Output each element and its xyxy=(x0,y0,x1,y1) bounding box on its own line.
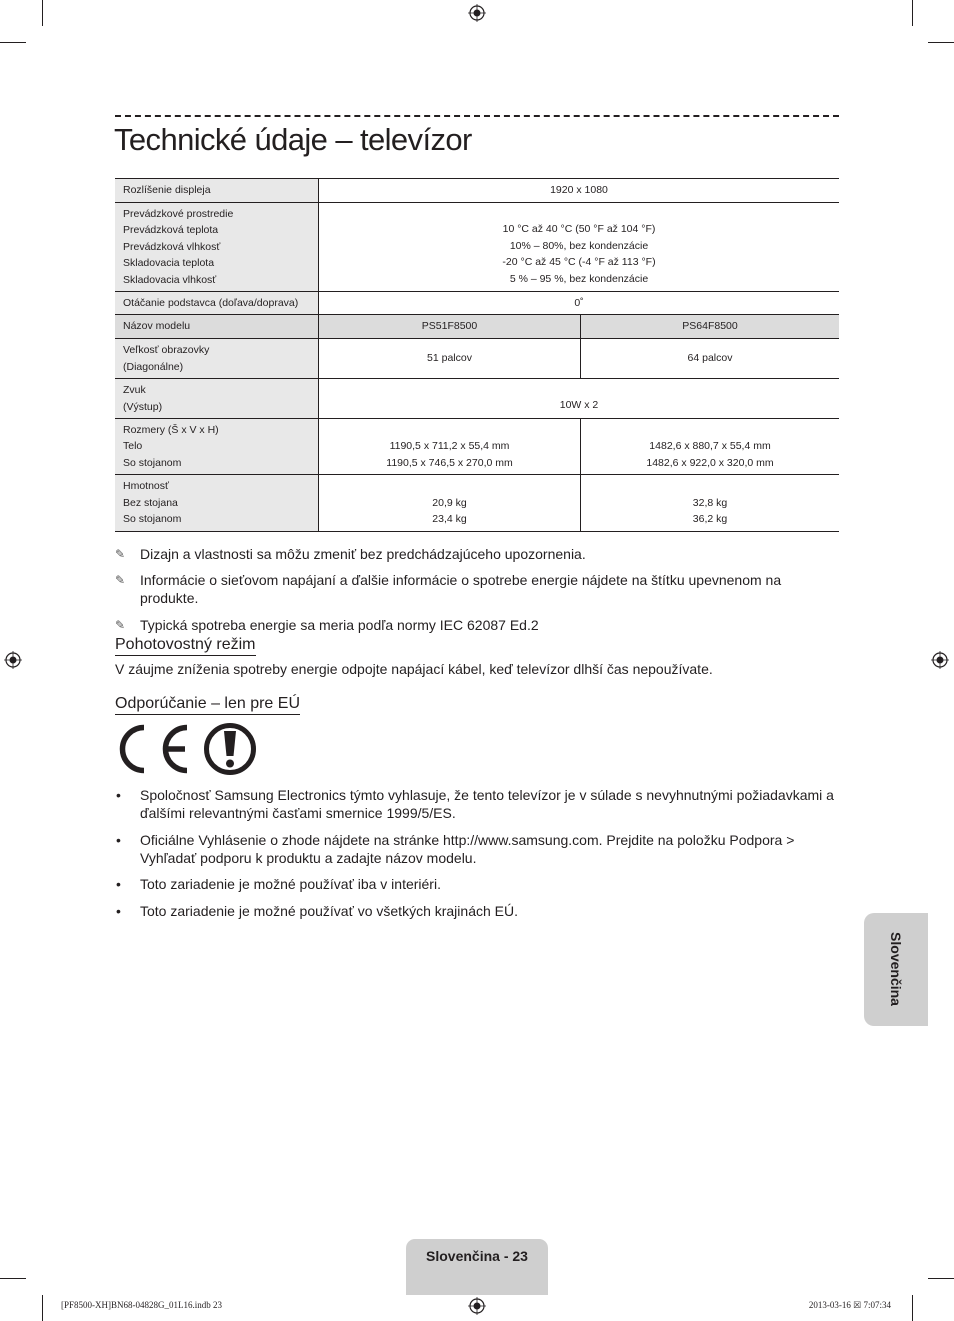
label-line: Rozmery (Š x V x H) xyxy=(123,423,219,436)
crop-mark xyxy=(42,1295,43,1321)
table-row xyxy=(115,339,839,379)
page-title: Technické údaje – televízor xyxy=(114,122,472,157)
row-value xyxy=(319,203,840,292)
note-text: Informácie o sieťovom napájaní a ďalšie informácie o spotrebe energie nájdete na štítku upevnenom na produkte. xyxy=(140,572,782,607)
registration-mark-icon xyxy=(4,651,22,669)
page-number-tab xyxy=(406,1239,548,1295)
print-slug-right: 2013-03-16 ☒ 7:07:34 xyxy=(808,1300,891,1310)
row-label xyxy=(115,339,319,379)
language-side-tab xyxy=(864,913,928,1026)
row-label: Názov modelu xyxy=(115,315,319,339)
note-text: Typická spotreba energie sa meria podľa normy IEC 62087 Ed.2 xyxy=(140,616,539,633)
model-name-col2: PS64F8500 xyxy=(581,315,840,339)
table-row xyxy=(115,379,839,419)
label-line: Telo xyxy=(123,440,143,453)
row-label xyxy=(115,419,319,475)
list-item: • Oficiálne Vyhlásenie o zhode nájdete na stránke http://www.samsung.com. Prejdite na položku Podpora > Vyhľadať podporu k produktu a zadajte názov modelu. xyxy=(115,831,839,867)
table-row xyxy=(115,292,839,315)
note-item xyxy=(115,545,839,563)
notes-list xyxy=(115,545,839,642)
row-value xyxy=(581,475,840,532)
row-label: Rozlíšenie displeja xyxy=(115,179,319,203)
crop-mark xyxy=(42,0,43,26)
value-line: 5 % – 95 %, bez kondenzácie xyxy=(509,272,649,285)
standby-heading: Pohotovostný režim xyxy=(115,635,256,656)
label-line: Veľkosť obrazovky xyxy=(123,344,210,356)
row-value: 51 palcov xyxy=(319,339,581,379)
row-value xyxy=(319,475,581,532)
pencil-note-icon: ✎ xyxy=(115,547,126,561)
row-label: Otáčanie podstavca (doľava/doprava) xyxy=(115,292,319,315)
label-line: So stojanom xyxy=(123,513,182,526)
title-rule xyxy=(115,115,839,117)
standby-text: V záujme zníženia spotreby energie odpojte napájací kábel, keď televízor dlhší čas nepoužívate. xyxy=(115,661,713,677)
model-name-col1: PS51F8500 xyxy=(319,315,581,339)
row-value xyxy=(319,419,581,475)
row-value: 1920 x 1080 xyxy=(319,179,840,203)
value-line: 20,9 kg xyxy=(432,496,467,509)
recommendation-heading: Odporúčanie – len pre EÚ xyxy=(115,694,300,715)
crop-mark xyxy=(928,42,954,43)
registration-mark-icon xyxy=(931,651,949,669)
label-line: Bez stojana xyxy=(123,496,178,509)
value-line: 1190,5 x 746,5 x 270,0 mm xyxy=(386,456,513,469)
value-line: 1482,6 x 880,7 x 55,4 mm xyxy=(649,440,771,452)
label-line: Skladovacia teplota xyxy=(123,257,215,270)
row-value: 10W x 2 xyxy=(319,379,840,419)
label-line: Skladovacia vlhkosť xyxy=(123,273,217,286)
language-side-tab-label: Slovenčina xyxy=(888,932,904,1006)
row-label xyxy=(115,475,319,532)
row-label xyxy=(115,203,319,292)
crop-mark xyxy=(0,42,26,43)
label-line: Hmotnosť xyxy=(123,480,169,493)
value-line: 1482,6 x 922,0 x 320,0 mm xyxy=(646,456,774,469)
value-line: 10% – 80%, bez kondenzácie xyxy=(509,239,649,252)
pencil-note-icon: ✎ xyxy=(115,573,126,588)
note-item xyxy=(115,571,839,607)
alert-mark-icon xyxy=(207,726,254,773)
crop-mark xyxy=(928,1278,954,1279)
table-row xyxy=(115,203,839,292)
list-item: • Spoločnosť Samsung Electronics týmto vyhlasuje, že tento televízor je v súlade s nevyhnutnými požiadavkami a ďalšími relevantnými časťami smernice 1999/5/ES. xyxy=(115,786,839,822)
value-line: 10 °C až 40 °C (50 °F až 104 °F) xyxy=(502,223,656,235)
label-line: (Diagonálne) xyxy=(123,360,184,373)
list-item: • Toto zariadenie je možné používať vo všetkých krajinách EÚ. xyxy=(115,902,839,920)
label-line: Prevádzková vlhkosť xyxy=(123,240,221,253)
row-value xyxy=(581,419,840,475)
label-line: (Výstup) xyxy=(123,400,163,413)
table-row xyxy=(115,179,839,203)
value-line: 32,8 kg xyxy=(692,496,728,509)
row-value: 64 palcov xyxy=(581,339,840,379)
crop-mark xyxy=(912,1295,913,1321)
note-item xyxy=(115,616,839,634)
registration-mark-icon xyxy=(468,4,486,22)
value-line: -20 °C až 45 °C (-4 °F až 113 °F) xyxy=(502,256,656,268)
registration-mark-icon xyxy=(468,1297,486,1315)
value-line: 36,2 kg xyxy=(692,513,728,525)
label-line: Prevádzkové prostredie xyxy=(123,207,234,220)
table-header-row xyxy=(115,315,839,339)
list-item: • Toto zariadenie je možné používať iba v interiéri. xyxy=(115,875,839,893)
table-row xyxy=(115,419,839,475)
declaration-list xyxy=(115,786,839,928)
spec-table xyxy=(115,178,839,532)
label-line: Zvuk xyxy=(123,384,146,396)
ce-mark-icon xyxy=(122,728,187,771)
crop-mark xyxy=(912,0,913,26)
label-line: Prevádzková teplota xyxy=(123,224,219,237)
crop-mark xyxy=(0,1278,26,1279)
label-line: So stojanom xyxy=(123,456,182,469)
page-number-label: Slovenčina - 23 xyxy=(426,1248,528,1264)
row-value: 0˚ xyxy=(319,292,840,315)
value-line: 1190,5 x 711,2 x 55,4 mm xyxy=(389,440,510,452)
table-row xyxy=(115,475,839,532)
pencil-note-icon: ✎ xyxy=(115,617,126,632)
row-label xyxy=(115,379,319,419)
value-line: 23,4 kg xyxy=(432,513,467,525)
compliance-marks xyxy=(115,722,260,776)
print-slug-left: [PF8500-XH]BN68-04828G_01L16.indb 23 xyxy=(61,1300,222,1310)
note-text: Dizajn a vlastnosti sa môžu zmeniť bez predchádzajúceho upozornenia. xyxy=(140,546,586,562)
